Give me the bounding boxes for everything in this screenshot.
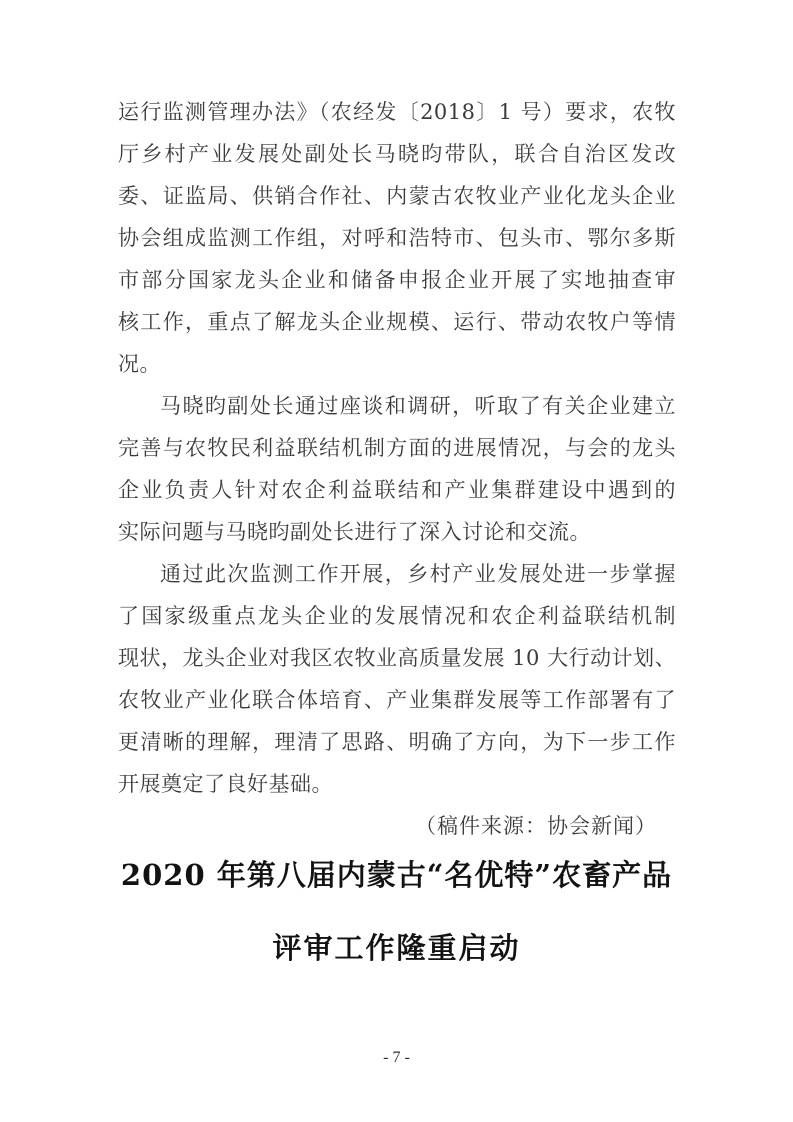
body-line: 了国家级重点龙头企业的发展情况和农企利益联结机制 xyxy=(118,604,676,628)
headline-line-1: 2020 年第八届内蒙古“名优特”农畜产品 xyxy=(120,858,673,892)
body-line: 完善与农牧民利益联结机制方面的进展情况，与会的龙头 xyxy=(118,436,676,460)
body-text-block xyxy=(118,91,676,847)
article-headline xyxy=(0,847,793,972)
body-line: 核工作，重点了解龙头企业规模、运行、带动农牧户等情 xyxy=(118,310,676,334)
body-line: 厅乡村产业发展处副处长马晓昀带队，联合自治区发改 xyxy=(118,142,676,166)
body-line: 实际问题与马晓昀副处长进行了深入讨论和交流。 xyxy=(118,520,591,544)
body-line: 协会组成监测工作组，对呼和浩特市、包头市、鄂尔多斯 xyxy=(118,226,676,250)
body-line: 市部分国家龙头企业和储备申报企业开展了实地抽查审 xyxy=(118,268,676,292)
body-line: 委、证监局、供销合作社、内蒙古农牧业产业化龙头企业 xyxy=(118,184,676,208)
body-line: 况。 xyxy=(118,352,161,376)
body-line: 开展奠定了良好基础。 xyxy=(118,772,333,796)
body-line: 通过此次监测工作开展，乡村产业发展处进一步掌握 xyxy=(160,562,676,586)
source-note: （稿件来源：协会新闻） xyxy=(415,814,657,838)
page-number: - 7 - xyxy=(383,1049,410,1066)
body-line: 现状，龙头企业对我区农牧业高质量发展 10 大行动计划、 xyxy=(118,646,677,670)
body-line: 马晓昀副处长通过座谈和调研，听取了有关企业建立 xyxy=(160,394,676,418)
body-line: 农牧业产业化联合体培育、产业集群发展等工作部署有了 xyxy=(118,688,676,712)
body-line: 运行监测管理办法》（农经发〔2018〕1 号）要求，农牧 xyxy=(118,100,676,124)
body-line: 更清晰的理解，理清了思路、明确了方向，为下一步工作 xyxy=(118,730,676,754)
headline-line-2: 评审工作隆重启动 xyxy=(272,931,521,965)
body-line: 企业负责人针对农企利益联结和产业集群建设中遇到的 xyxy=(118,478,676,502)
